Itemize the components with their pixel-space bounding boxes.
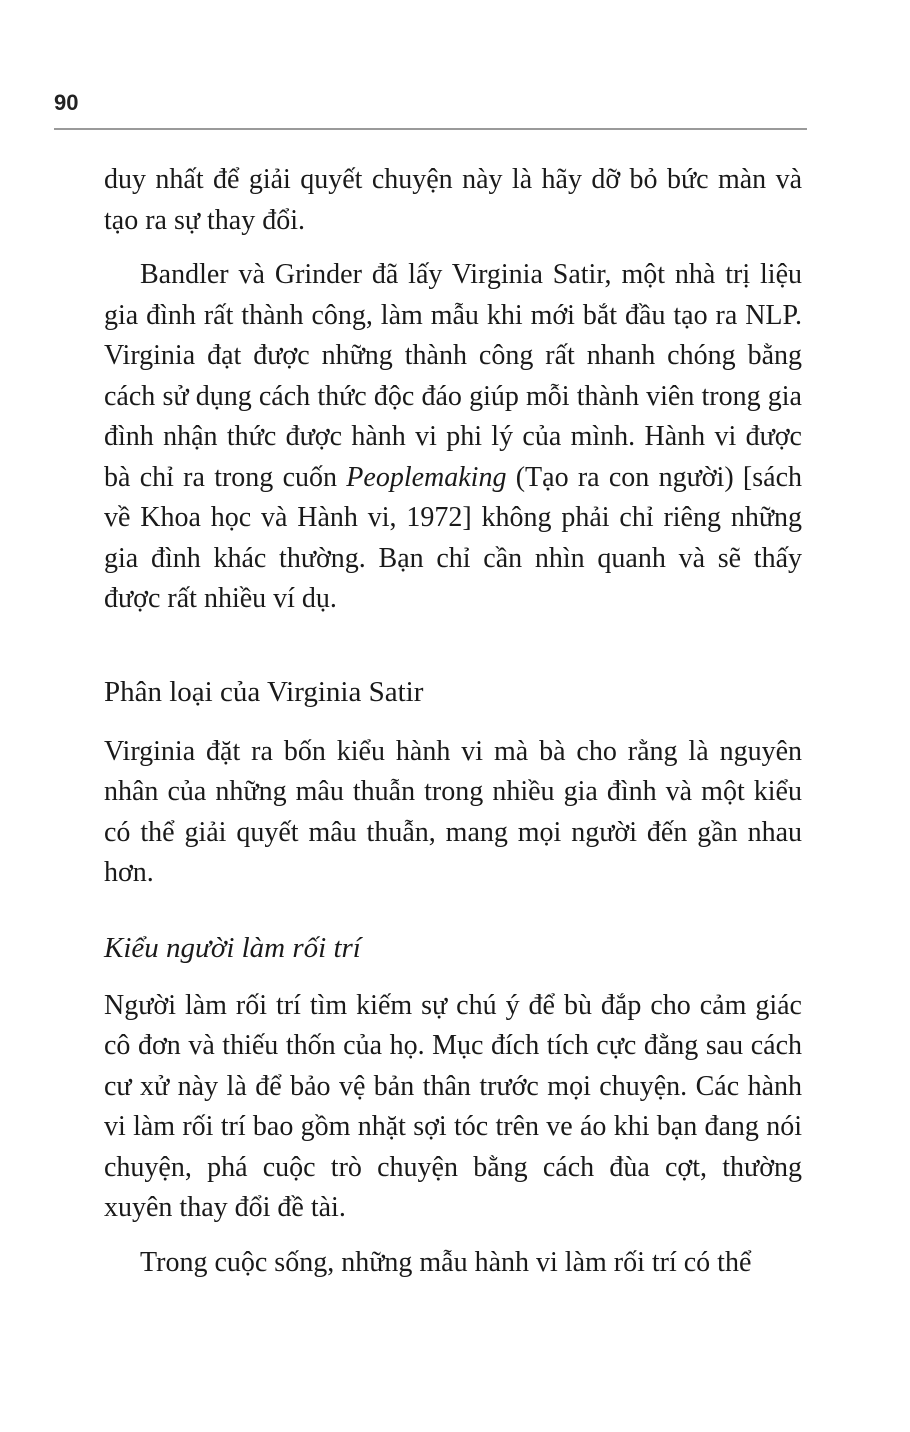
page-content: [104, 160, 802, 1283]
section-heading-satir-classification: Phân loại của Virginia Satir: [104, 675, 424, 708]
paragraph-bandler-grinder: [104, 255, 802, 620]
paragraph-distracter-description: Người làm rối trí tìm kiếm sự chú ý để bù đắp cho cảm giác cô đơn và thiếu thốn của họ. Mục đích tích cực đằng sau cách cư xử này là để bảo vệ bản thân trước mọi chuyện. Các hành vi làm rối trí bao gồm nhặt sợi tóc trên ve áo khi bạn đang nói chuyện, phá cuộc trò chuyện bằng cách đùa cợt, thường xuyên thay đổi đề tài.: [104, 989, 802, 1223]
book-title-peoplemaking: Peoplemaking: [346, 461, 507, 493]
subsection-heading-distracter: Kiểu người làm rối trí: [104, 931, 361, 964]
paragraph-text-start: Bandler và Grinder đã lấy Virginia Satir, một nhà trị liệu gia đình rất thành công, làm mẫu khi mới bắt đầu tạo ra NLP. Virginia đạt được những thành công rất nhanh chóng bằng cách sử dụng cách thức độc đáo giúp mỗi thành viên trong gia đình nhận thức được hành vi phi lý của mình. Hành vi được bà chỉ ra trong cuốn: [104, 259, 802, 493]
paragraph-text-end: (Tạo ra con người) [sách về Khoa học và Hành vi, 1972] không phải chỉ riêng những gia đình khác thường. Bạn chỉ cần nhìn quanh và sẽ thấy được rất nhiều ví dụ.: [104, 461, 803, 614]
paragraph-satir-types: Virginia đặt ra bốn kiểu hành vi mà bà cho rằng là nguyên nhân của những mâu thuẫn trong nhiều gia đình và một kiểu có thể giải quyết mâu thuẫn, mang mọi người đến gần nhau hơn.: [104, 735, 802, 888]
page-header: [54, 84, 807, 130]
paragraph-continuation: duy nhất để giải quyết chuyện này là hãy dỡ bỏ bức màn và tạo ra sự thay đổi.: [104, 164, 802, 236]
paragraph-distracter-life: Trong cuộc sống, những mẫu hành vi làm rối trí có thể: [140, 1246, 752, 1278]
page-number: 90: [54, 90, 79, 115]
